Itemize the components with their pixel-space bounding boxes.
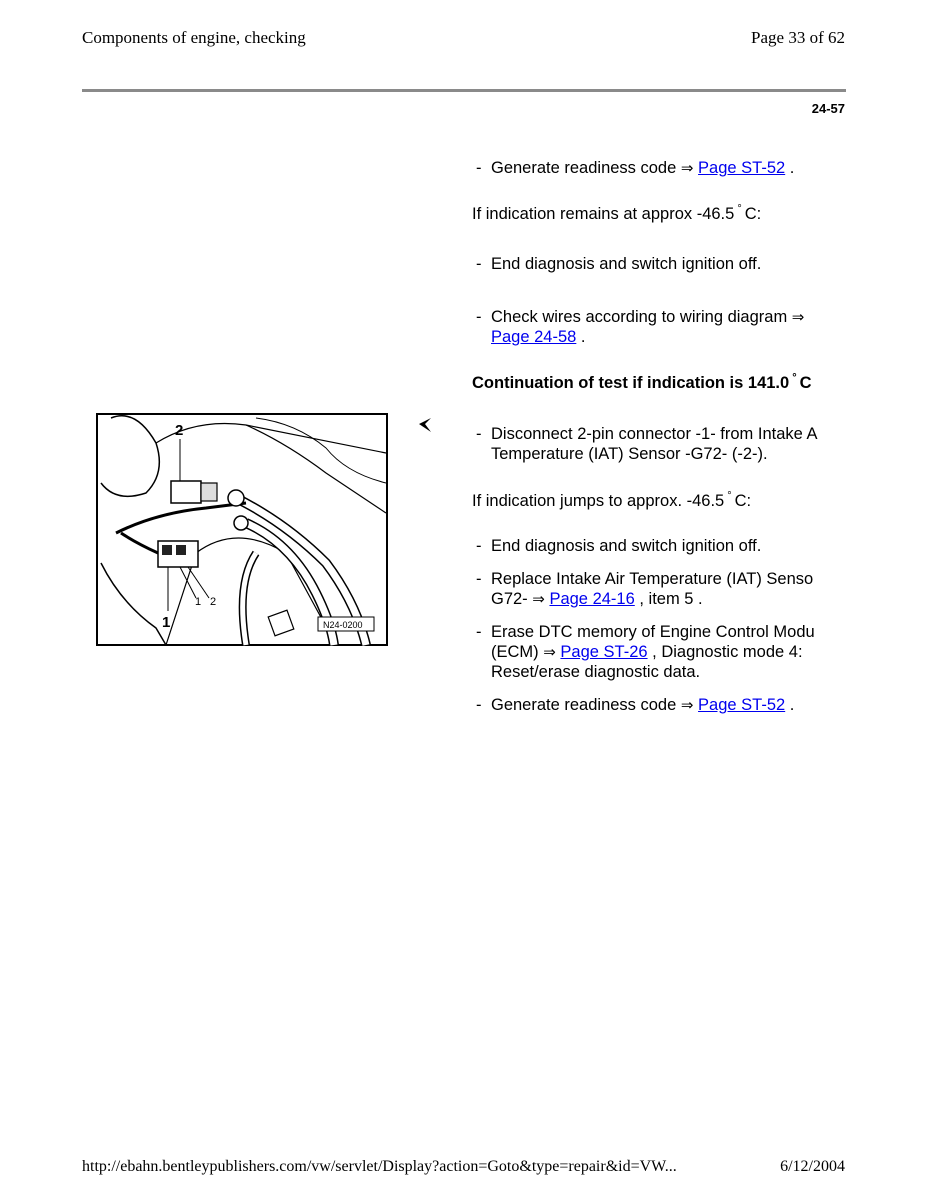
step-check-wires [491,307,804,328]
step-replace-sensor: Replace Intake Air Temperature (IAT) Senso [491,570,814,588]
condition-unit: C: [744,205,762,223]
header-rule [82,89,846,92]
step-text: Check wires according to wiring diagram [491,308,792,326]
step-suffix: , item 5 . [634,590,703,608]
heading-text: Continuation of test if indication is 141.0 [472,374,790,392]
degree-symbol: ° [737,203,742,215]
bullet-dash: - [476,537,482,555]
step-erase-dtc-line2 [491,642,848,663]
link-page-st-52[interactable]: Page ST-52 [698,159,786,177]
callout-2-label: 2 [175,422,184,439]
link-page-st-52-2[interactable]: Page ST-52 [698,696,786,714]
pin-2-label: 2 [210,596,217,608]
degree-symbol: ° [727,490,732,502]
condition-jumps-text [472,491,751,513]
condition-text: If indication jumps to approx. -46.5 [472,492,725,510]
degree-symbol: ° [792,373,797,384]
arrow-icon: ⇒ [791,309,805,326]
condition-unit: C: [734,492,752,510]
step-text: Generate readiness code [491,696,681,714]
step-suffix: , Diagnostic mode 4: [647,643,803,661]
page-counter: Page 33 of 62 [751,28,845,47]
continuation-heading [472,373,848,395]
bullet-dash: - [476,159,482,177]
link-page-24-58[interactable]: Page 24-58 [491,328,577,346]
step-end-diagnosis: End diagnosis and switch ignition off. [491,255,762,273]
bullet-dash: - [476,623,482,641]
step-suffix: . [576,328,586,346]
step-text: (ECM) [491,643,544,661]
footer-url: http://ebahn.bentleypublishers.com/vw/servlet/Display?action=Goto&type=repair&id=VW... [82,1158,677,1175]
step-disconnect-connector: Disconnect 2-pin connector -1- from Intake A [491,425,818,443]
step-generate-readiness [491,158,794,179]
arrow-icon: ⇒ [680,160,694,177]
bullet-dash: - [476,425,482,443]
figure-reference: N24-0200 [323,620,363,630]
bullet-dash: - [476,308,482,326]
heading-unit: C [799,374,812,392]
callout-1-label: 1 [162,614,171,631]
step-replace-sensor-line2 [491,589,703,610]
pin-1-label: 1 [195,596,202,608]
figure-pointer-icon [417,416,433,434]
arrow-icon: ⇒ [532,591,545,608]
step-generate-readiness-2 [491,695,794,716]
step-end-diagnosis-2: End diagnosis and switch ignition off. [491,537,762,555]
step-erase-dtc: Erase DTC memory of Engine Control Modu [491,623,815,641]
bullet-dash: - [476,570,482,588]
bullet-dash: - [476,696,482,714]
step-text: Generate readiness code [491,159,681,177]
step-text: G72- [491,590,533,608]
step-check-wires-link-line [491,327,586,347]
link-page-24-16[interactable]: Page 24-16 [549,590,635,608]
step-disconnect-connector-line2: Temperature (IAT) Sensor -G72- (-2-). [491,445,768,463]
bullet-dash: - [476,255,482,273]
condition-remains-text [472,204,761,226]
arrow-icon: ⇒ [680,697,694,714]
arrow-icon: ⇒ [543,644,556,661]
step-suffix: . [785,696,795,714]
step-erase-dtc-line3: Reset/erase diagnostic data. [491,663,701,681]
section-page-number: 24-57 [811,101,845,116]
condition-text: If indication remains at approx -46.5 [472,205,735,223]
step-suffix: . [785,159,795,177]
document-title: Components of engine, checking [82,28,306,47]
footer-date: 6/12/2004 [780,1158,845,1175]
link-page-st-26[interactable]: Page ST-26 [560,643,648,661]
connector-illustration [96,413,388,646]
